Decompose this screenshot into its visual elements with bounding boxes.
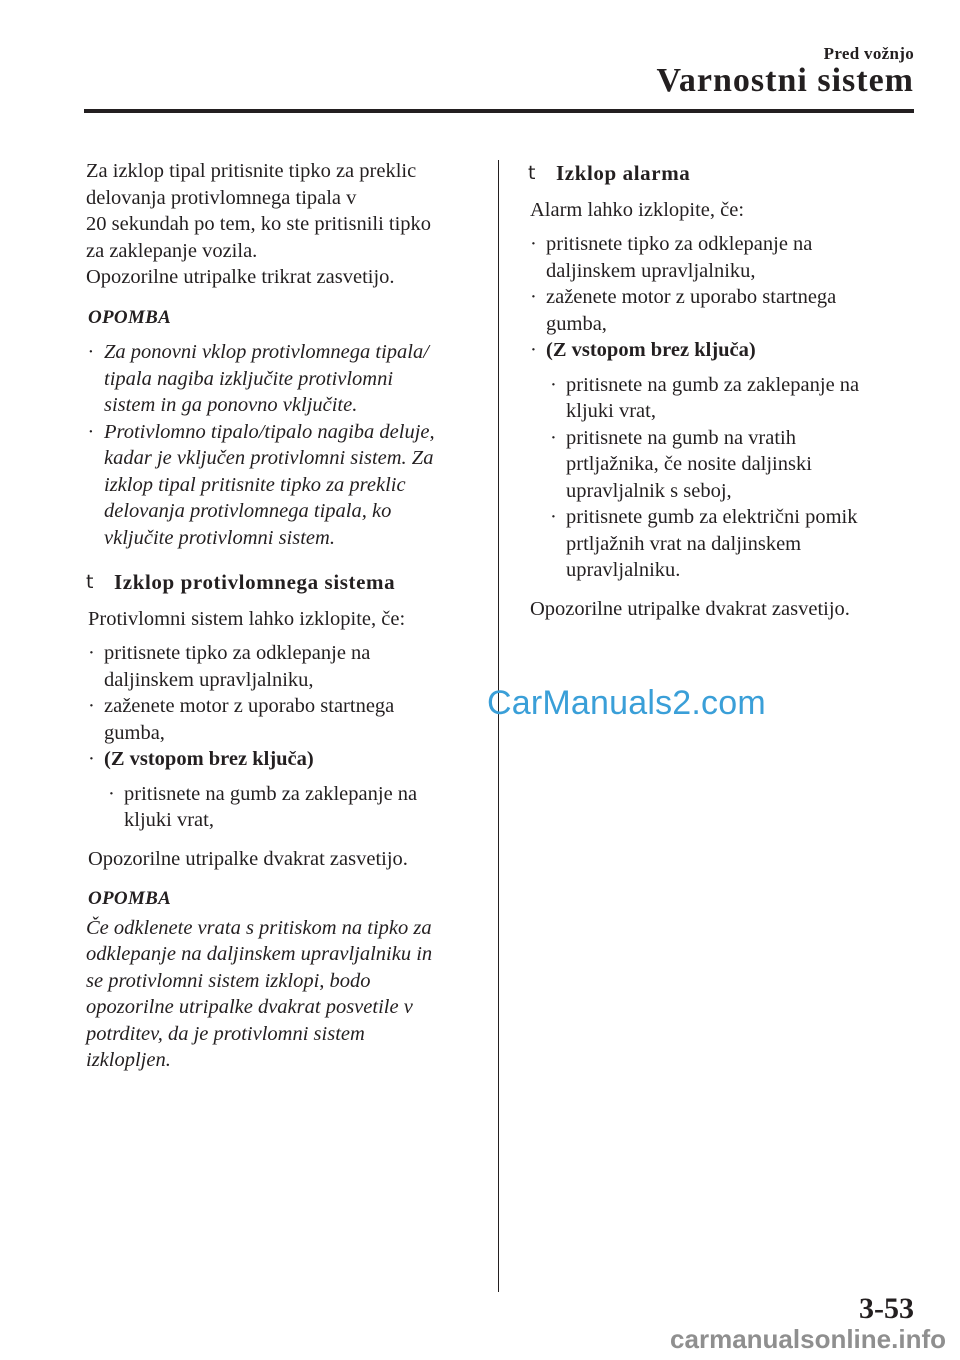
list-line: (Z vstopom brez ključa) — [104, 748, 314, 770]
note-line: izklopljen. — [86, 1049, 171, 1071]
note-line: tipala nagiba izključite protivlomni — [104, 367, 394, 390]
sub-list-item — [86, 781, 476, 834]
note-line: delovanja protivlomnega tipala, ko — [104, 500, 392, 522]
list-line: (Z vstopom brez ključa) — [546, 339, 756, 361]
intro-paragraph — [86, 158, 476, 291]
note-line: Če odklenete vrata s pritiskom na tipko za — [86, 916, 432, 939]
list-line: pritisnete na gumb za zaklepanje na — [124, 782, 418, 805]
note-paragraph — [86, 915, 476, 1074]
bullet-dot: · — [530, 233, 537, 255]
bullet-dot: · — [88, 695, 95, 717]
footer-site-link[interactable]: carmanualsonline.info — [670, 1324, 946, 1354]
list-line: zaženete motor z uporabo startnega — [546, 286, 837, 308]
condition-list — [86, 640, 476, 834]
list-line: pritisnete na gumb za zaklepanje na — [566, 373, 860, 396]
lead-text: Alarm lahko izklopite, če: — [530, 198, 745, 221]
note-line: opozorilne utripalke dvakrat posvetile v — [86, 996, 413, 1018]
note-line: Za ponovni vklop protivlomnega tipala/ — [104, 341, 429, 363]
bullet-dot: · — [88, 341, 94, 363]
left-column — [86, 158, 476, 1074]
bullet-dot: · — [88, 748, 95, 770]
note-label: OPOMBA — [88, 306, 172, 328]
outro-text: Opozorilne utripalke dvakrat zasvetijo. — [530, 597, 850, 620]
note-label: OPOMBA — [88, 888, 172, 909]
intro-line: 20 sekundah po tem, ko ste pritisnili tipko — [86, 213, 432, 235]
page-title: Varnostni sistem — [656, 62, 914, 99]
section-marker-icon: t — [528, 162, 537, 184]
list-line: gumba, — [546, 312, 607, 335]
outro-text: Opozorilne utripalke dvakrat zasvetijo. — [88, 847, 408, 870]
note-line: vključite protivlomni sistem. — [104, 526, 335, 549]
list-line: daljinskem upravljalniku, — [546, 259, 756, 282]
note-list — [86, 339, 476, 551]
list-line: pritisnete tipko za odklepanje na — [546, 233, 813, 255]
bullet-dot: · — [550, 373, 557, 396]
section-heading-text: Izklop protivlomnega sistema — [114, 570, 396, 594]
bullet-dot: · — [88, 642, 95, 664]
section-heading-text: Izklop alarma — [556, 161, 691, 185]
intro-line: delovanja protivlomnega tipala v — [86, 186, 357, 209]
list-line: upravljalniku. — [566, 559, 681, 581]
section-heading — [86, 569, 476, 596]
bullet-dot: · — [530, 286, 537, 308]
intro-line: za zaklepanje vozila. — [86, 239, 258, 262]
list-line: pritisnete gumb za električni pomik — [566, 506, 858, 528]
note-bullet-item — [86, 339, 476, 419]
bullet-dot: · — [88, 420, 94, 443]
section-heading — [528, 160, 908, 187]
note-line: potrditev, da je protivlomni sistem — [86, 1022, 365, 1045]
note-line: izklop tipal pritisnite tipko za preklic — [104, 473, 406, 496]
sub-list-item — [528, 425, 908, 505]
list-line: pritisnete na gumb na vratih — [566, 426, 796, 449]
list-line: prtljažnika, če nosite daljinski — [566, 453, 812, 475]
lead-text: Protivlomni sistem lahko izklopite, če: — [88, 607, 406, 630]
header-section-label: Pred vožnjo — [823, 44, 914, 63]
bullet-dot: · — [530, 339, 537, 361]
list-item — [86, 746, 476, 773]
sub-list-item — [528, 372, 908, 425]
list-line: daljinskem upravljalniku, — [104, 668, 314, 691]
note-line: Protivlomno tipalo/tipalo nagiba deluje, — [104, 420, 435, 443]
list-line: kljuki vrat, — [566, 400, 656, 422]
list-item — [86, 640, 476, 693]
list-line: gumba, — [104, 721, 165, 744]
list-item — [86, 693, 476, 746]
list-line: upravljalnik s seboj, — [566, 479, 732, 502]
note-line: se protivlomni sistem izklopi, bodo — [86, 969, 371, 992]
bullet-dot: · — [550, 506, 557, 528]
note-line: kadar je vključen protivlomni sistem. Za — [104, 447, 434, 469]
section-marker-icon: t — [86, 571, 95, 593]
list-item — [528, 337, 908, 364]
condition-list — [528, 231, 908, 584]
header-rule — [84, 109, 914, 113]
list-item — [528, 284, 908, 337]
note-line: odklepanje na daljinskem upravljalniku in — [86, 943, 433, 965]
note-bullet-item — [86, 419, 476, 552]
note-line: sistem in ga ponovno vključite. — [104, 394, 358, 416]
list-line: pritisnete tipko za odklepanje na — [104, 642, 371, 664]
column-divider — [498, 160, 499, 1292]
list-line: prtljažnih vrat na daljinskem — [566, 532, 802, 555]
intro-line: Za izklop tipal pritisnite tipko za preklic — [86, 160, 417, 182]
list-line: zaženete motor z uporabo startnega — [104, 695, 395, 717]
right-column — [528, 158, 908, 622]
list-item — [528, 231, 908, 284]
sub-list-item — [528, 504, 908, 584]
list-line: kljuki vrat, — [124, 809, 214, 831]
bullet-dot: · — [108, 782, 115, 805]
watermark-link[interactable]: CarManuals2.com — [487, 684, 766, 722]
bullet-dot: · — [550, 426, 557, 449]
page-number: 3-53 — [859, 1292, 914, 1325]
intro-line: Opozorilne utripalke trikrat zasvetijo. — [86, 266, 395, 288]
